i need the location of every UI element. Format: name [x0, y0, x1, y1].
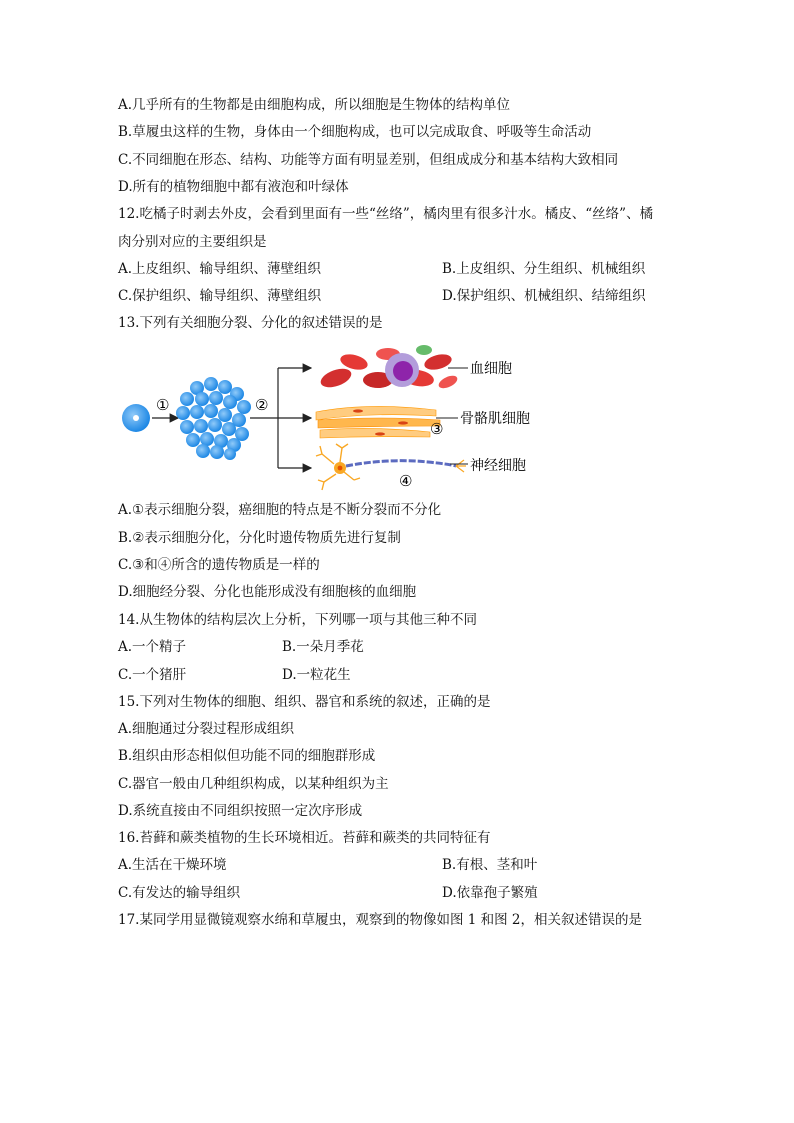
- q14-option-a: A.一个精子: [118, 639, 187, 655]
- q12-option-c: C.保护组织、输导组织、薄壁组织: [118, 288, 322, 304]
- q12-option-b: B.上皮组织、分生组织、机械组织: [442, 261, 646, 277]
- single-cell: [122, 404, 150, 432]
- q13-option-d: D.细胞经分裂、分化也能形成没有细胞核的血细胞: [118, 584, 417, 600]
- q14-stem: 14.从生物体的结构层次上分析，下列哪一项与其他三种不同: [118, 612, 477, 628]
- marker-2: ②: [255, 396, 269, 414]
- q16-option-d: D.依靠孢子繁殖: [442, 885, 538, 901]
- muscle-cells-image: [316, 406, 440, 438]
- q14-option-d: D.一粒花生: [282, 667, 351, 683]
- q15-option-a: A.细胞通过分裂过程形成组织: [118, 721, 295, 737]
- marker-1: ①: [156, 396, 170, 414]
- q11-option-d: D.所有的植物细胞中都有液泡和叶绿体: [118, 179, 349, 195]
- label-nerve-cells: 神经细胞: [470, 458, 526, 474]
- q13-option-c: C.③和④所含的遗传物质是一样的: [118, 557, 320, 573]
- blood-cells-image: [318, 345, 459, 391]
- q11-option-b: B.草履虫这样的生物，身体由一个细胞构成，也可以完成取食、呼吸等生命活动: [118, 124, 592, 140]
- q14-option-c: C.一个猪肝: [118, 667, 187, 683]
- q11-option-a: A.几乎所有的生物都是由细胞构成，所以细胞是生物体的结构单位: [118, 97, 511, 113]
- q13-stem: 13.下列有关细胞分裂、分化的叙述错误的是: [118, 315, 383, 331]
- q12-option-d: D.保护组织、机械组织、结缔组织: [442, 288, 646, 304]
- q15-option-c: C.器官一般由几种组织构成，以某种组织为主: [118, 776, 389, 792]
- q17-stem: 17.某同学用显微镜观察水绵和草履虫，观察到的物像如图 1 和图 2，相关叙述错误的是: [118, 912, 643, 928]
- q13-option-a: A.①表示细胞分裂，癌细胞的特点是不断分裂而不分化: [118, 502, 442, 518]
- q12-stem-line1: 12.吃橘子时剥去外皮，会看到里面有一些“丝络”，橘肉里有很多汁水。橘皮、“丝络”、橘: [118, 206, 654, 222]
- q12-stem-line2: 肉分别对应的主要组织是: [118, 234, 267, 250]
- q15-option-d: D.系统直接由不同组织按照一定次序形成: [118, 803, 363, 819]
- nerve-cell-image: [316, 444, 466, 490]
- q15-stem: 15.下列对生物体的细胞、组织、器官和系统的叙述，正确的是: [118, 694, 491, 710]
- marker-4: ④: [399, 472, 413, 490]
- q15-option-b: B.组织由形态相似但功能不同的细胞群形成: [118, 748, 376, 764]
- cell-cluster: [176, 377, 251, 460]
- q16-option-b: B.有根、茎和叶: [442, 857, 538, 873]
- q14-option-b: B.一朵月季花: [282, 639, 364, 655]
- cell-division-differentiation-figure: [118, 340, 558, 500]
- q16-option-a: A.生活在干燥环境: [118, 857, 227, 873]
- q12-option-a: A.上皮组织、输导组织、薄壁组织: [118, 261, 322, 277]
- label-skeletal-muscle-cells: 骨骼肌细胞: [460, 411, 530, 427]
- label-blood-cells: 血细胞: [470, 361, 512, 377]
- marker-3: ③: [430, 420, 444, 438]
- q13-option-b: B.②表示细胞分化，分化时遗传物质先进行复制: [118, 530, 401, 546]
- q11-option-c: C.不同细胞在形态、结构、功能等方面有明显差别，但组成成分和基本结构大致相同: [118, 152, 619, 168]
- q16-option-c: C.有发达的输导组织: [118, 885, 241, 901]
- q16-stem: 16.苔藓和蕨类植物的生长环境相近。苔藓和蕨类的共同特征有: [118, 830, 491, 846]
